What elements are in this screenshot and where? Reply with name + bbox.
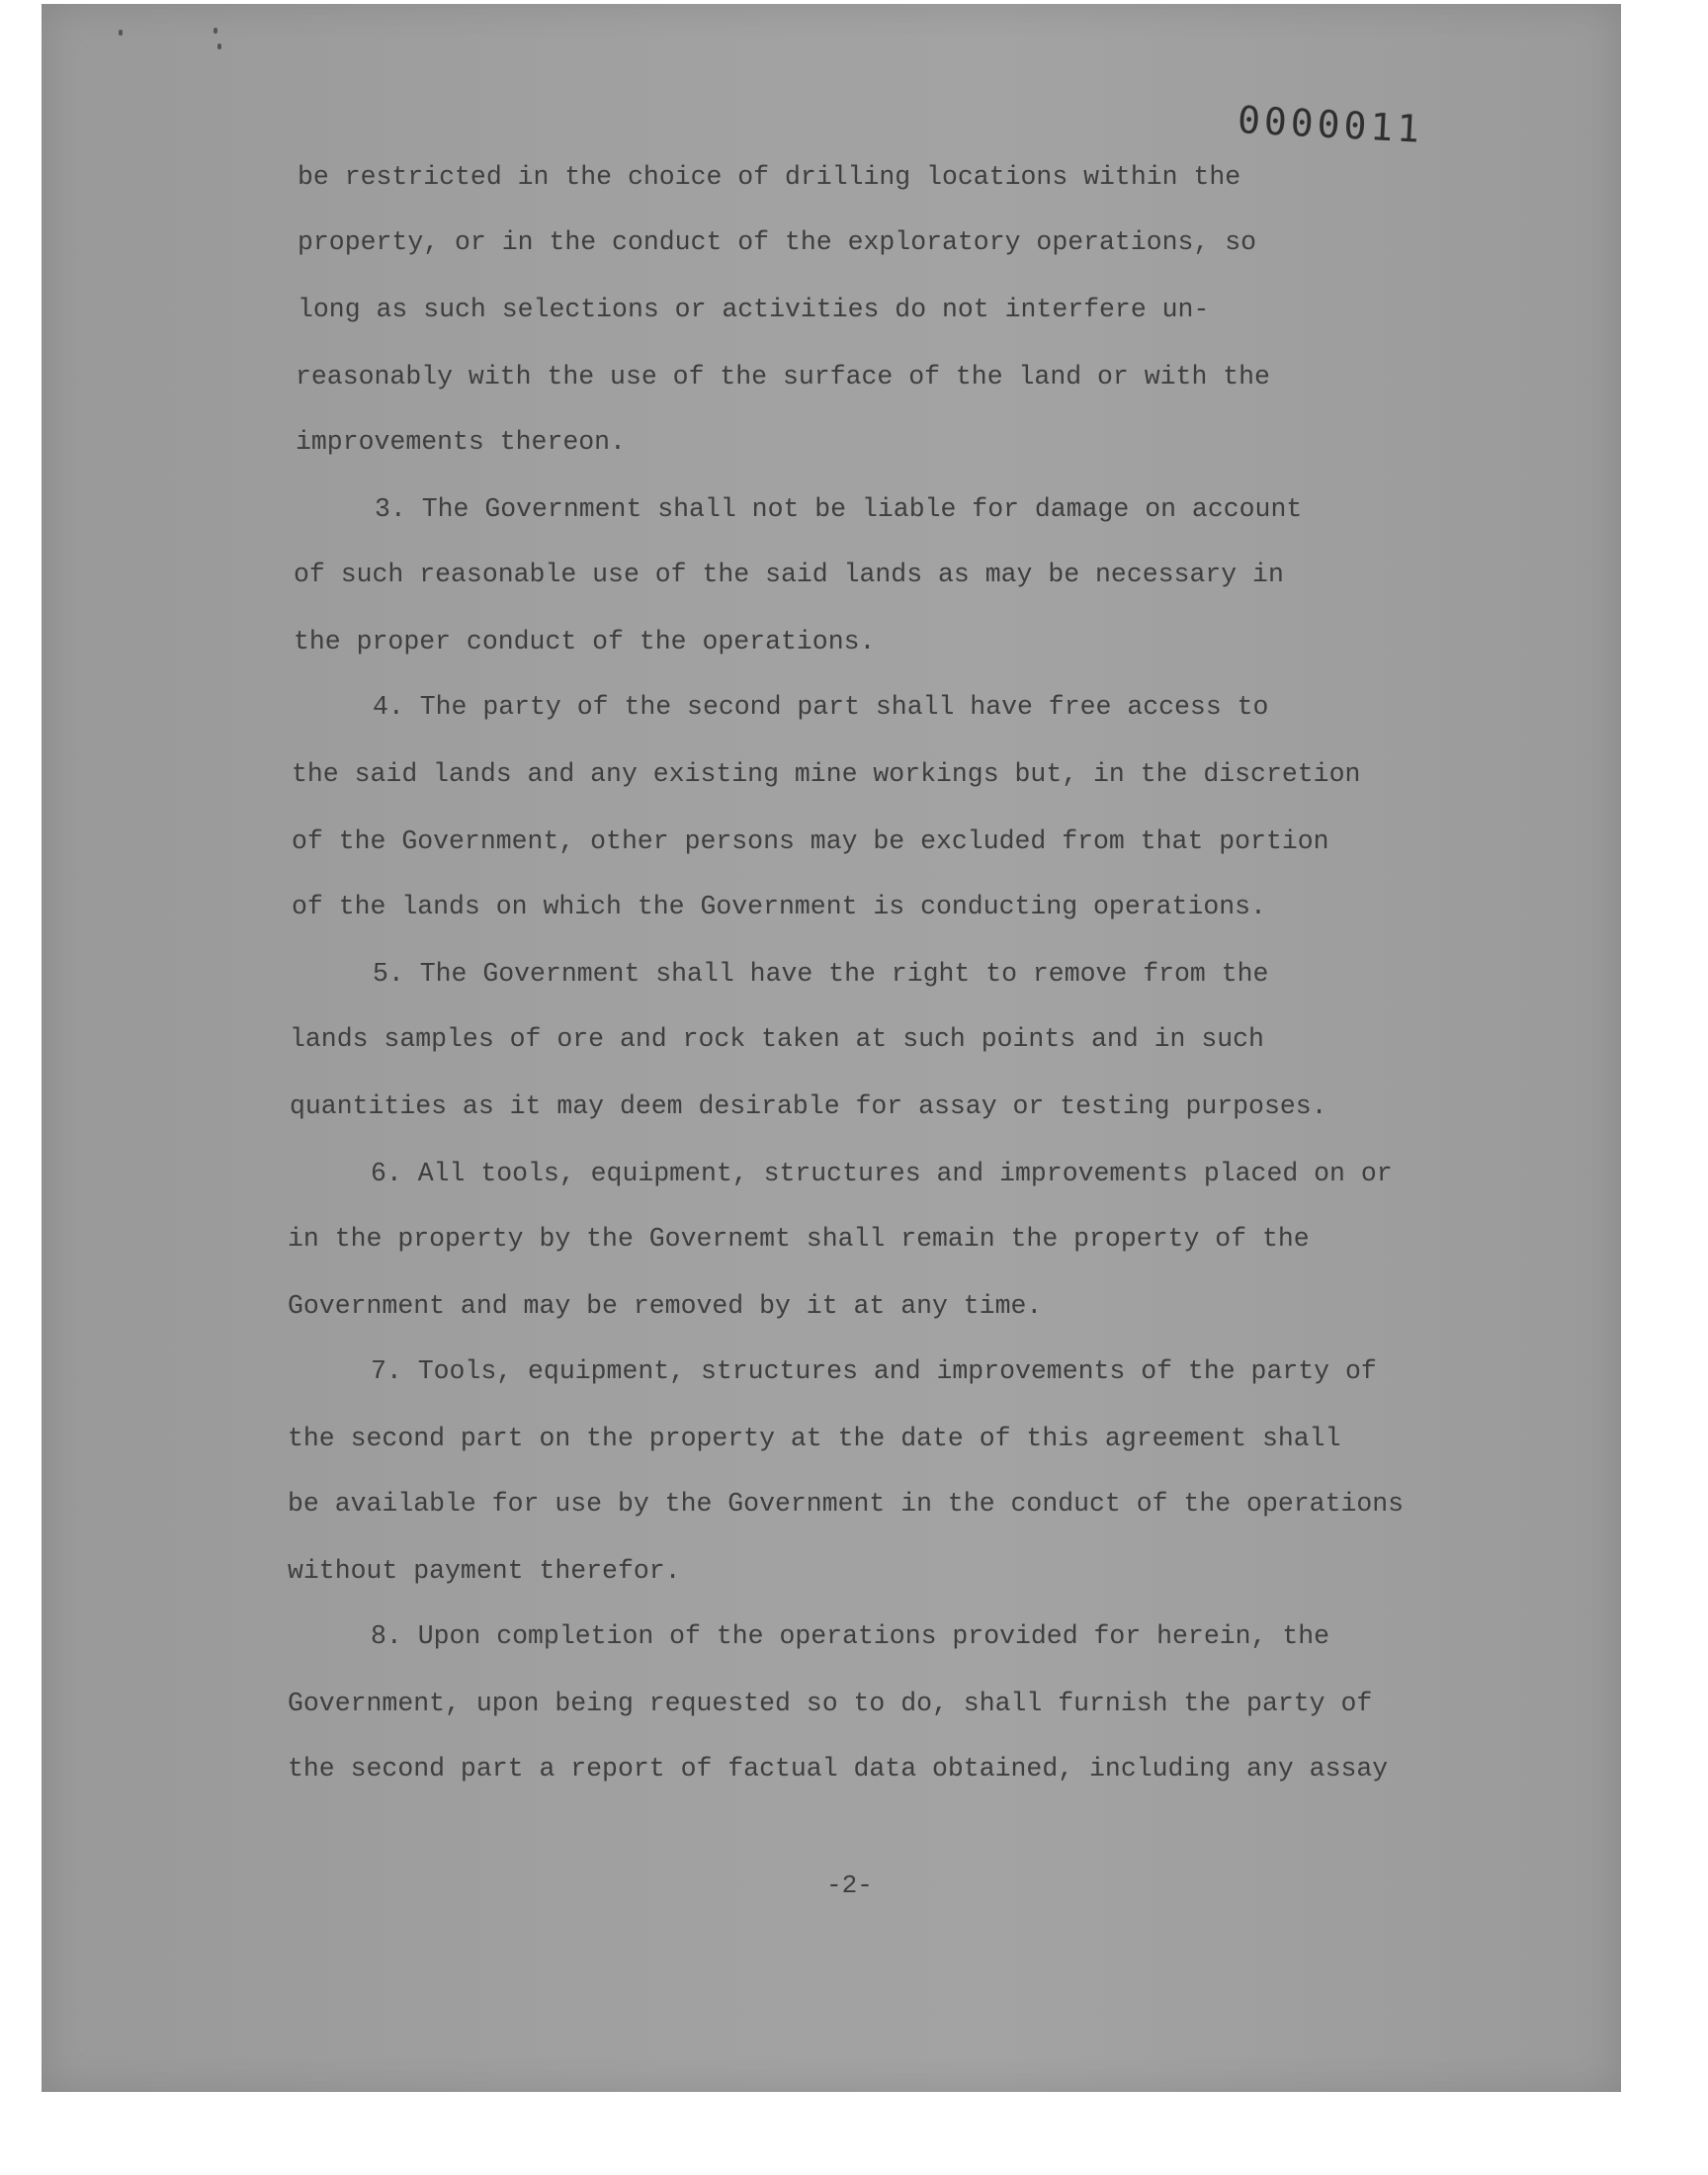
body-line: lands samples of ore and rock taken at such points and in such	[290, 1024, 1264, 1054]
body-line: reasonably with the use of the surface of the land or with the	[296, 362, 1270, 392]
paragraph-3-first-line: 3. The Government shall not be liable for damage on account	[375, 494, 1303, 524]
paper-speck	[217, 44, 221, 49]
body-line: of such reasonable use of the said lands as may be necessary in	[294, 560, 1284, 589]
document-stamp-number: 0000011	[1236, 98, 1425, 151]
body-line: the proper conduct of the operations.	[294, 627, 876, 656]
body-line: property, or in the conduct of the exploratory operations, so	[298, 227, 1257, 257]
paper-speck	[119, 30, 123, 36]
paragraph-6-first-line: 6. All tools, equipment, structures and improvements placed on or	[371, 1159, 1393, 1188]
body-line: without payment therefor.	[288, 1556, 681, 1586]
paragraph-8-first-line: 8. Upon completion of the operations provided for herein, the	[371, 1621, 1330, 1651]
body-line: be restricted in the choice of drilling locations within the	[298, 162, 1241, 192]
paragraph-7-first-line: 7. Tools, equipment, structures and improvements of the party of	[371, 1356, 1377, 1386]
paper-speck	[214, 28, 217, 34]
body-line: improvements thereon.	[296, 427, 626, 457]
body-line: of the lands on which the Government is conducting operations.	[292, 892, 1266, 921]
body-line: the second part a report of factual data obtained, including any assay	[288, 1754, 1389, 1784]
paragraph-5-first-line: 5. The Government shall have the right to remove from the	[373, 959, 1269, 989]
body-line: the second part on the property at the date of this agreement shall	[288, 1424, 1341, 1453]
paragraph-4-first-line: 4. The party of the second part shall have free access to	[373, 692, 1269, 722]
body-line: the said lands and any existing mine workings but, in the discretion	[292, 759, 1361, 789]
body-line: of the Government, other persons may be excluded from that portion	[292, 826, 1329, 856]
page-number: -2-	[826, 1870, 873, 1900]
body-line: Government, upon being requested so to do, shall furnish the party of	[288, 1689, 1373, 1718]
body-line: Government and may be removed by it at any time.	[288, 1291, 1043, 1321]
body-line: long as such selections or activities do not interfere un-	[298, 295, 1210, 324]
body-line: in the property by the Governemt shall remain the property of the	[288, 1224, 1310, 1254]
body-line: be available for use by the Government in the conduct of the operations	[288, 1489, 1405, 1519]
body-line: quantities as it may deem desirable for assay or testing purposes.	[290, 1091, 1327, 1121]
